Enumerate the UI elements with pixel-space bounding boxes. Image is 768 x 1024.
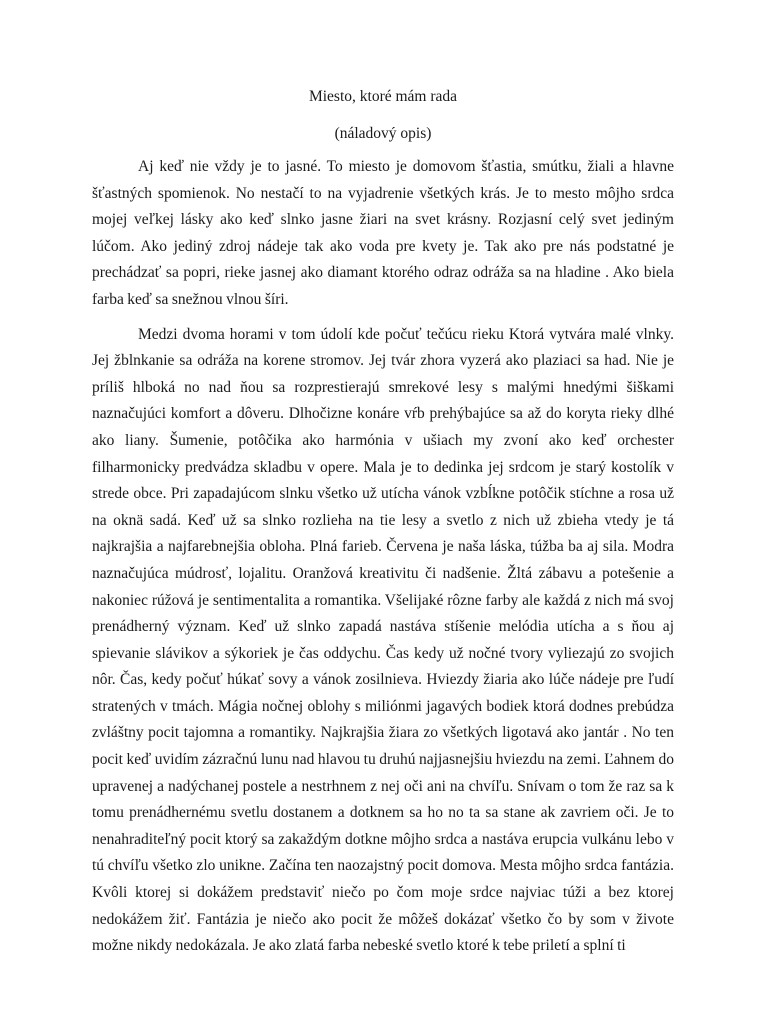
document-page	[92, 86, 674, 968]
paragraph-1: Aj keď nie vždy je to jasné. To miesto je domovom šťastia, smútku, žiali a hlavne šťastných spomienok. No nestačí to na vyjadrenie všetkých krás. Je to mesto môjho srdca mojej veľkej lásky ako keď slnko jasne žiari na svet krásny. Rozjasní celý svet jediným lúčom. Ako jediný zdroj nádeje tak ako voda pre kvety je. Tak ako pre nás podstatné je prechádzať sa popri, rieke jasnej ako diamant ktorého odraz odráža sa na hladine . Ako biela farba keď sa snežnou vlnou šíri.	[92, 158, 674, 308]
document-title: Miesto, ktoré mám rada	[308, 88, 458, 105]
document-subtitle: (náladový opis)	[334, 125, 432, 142]
paragraph-2: Medzi dvoma horami v tom údolí kde počuť tečúcu rieku Ktorá vytvára malé vlnky. Jej žblnkanie sa odráža na korene stromov. Jej tvár zhora vyzerá ako plaziaci sa had. Nie je príliš hlboká no nad ňou sa rozprestierajú smrekové lesy s malými hnedými šiškami naznačujúci komfort a dôveru. Dlhočizne konáre vŕb prehýbajúce sa až do koryta rieky dlhé ako liany. Šumenie, potôčika ako harmónia v ušiach my zvoní ako keď orchester filharmonicky predvádza skladbu v opere. Mala je to dedinka jej srdcom je starý kostolík v strede obce. Pri zapadajúcom slnku všetko už utícha vánok vzbĺkne potôčik stíchne a rosa už na oknä sadá. Keď už sa slnko rozlieha na tie lesy a svetlo z nich už zbieha vtedy je tá najkrajšia a najfarebnejšia obloha. Plná farieb. Červena je naša láska, túžba ba aj sila. Modra naznačujúca múdrosť, lojalitu. Oranžová kreativitu či nadšenie. Žltá zábavu a potešenie a nakoniec rúžová je sentimentalita a romantika. Všelijaké rôzne farby ale každá z nich má svoj prenádherný význam. Keď už slnko zapadá nastáva stíšenie melódia utícha a s ňou aj spievanie slávikov a sýkoriek je čas oddychu. Čas kedy už nočné tvory vyliezajú zo svojich nôr. Čas, kedy počuť húkať sovy a vánok zosilnieva. Hviezdy žiaria ako lúče nádeje pre ľudí stratených v tmách. Mágia nočnej oblohy s miliónmi jagavých bodiek ktorá dodnes prebúdza zvláštny pocit tajomna a romantiky. Najkrajšia žiara zo všetkých ligotavá ako jantár . No ten pocit keď uvidím zázračnú lunu nad hlavou tu druhú najjasnejšiu hviezdu na zemi. Ľahnem do upravenej a nadýchanej postele a nestrhnem z nej oči ani na chvíľu. Snívam o tom že raz sa k tomu prenádhernému svetlu dostanem a dotknem sa ho no ta sa stane ak zavriem oči. Je to nenahraditeľný pocit ktorý sa zakaždým dotkne môjho srdca a nastáva erupcia vulkánu lebo v tú chvíľu všetko zlo unikne. Začína ten naozajstný pocit domova. Mesta môjho srdca fantázia. Kvôli ktorej si dokážem predstaviť niečo po čom moje srdce najviac túži a bez ktorej nedokážem žiť. Fantázia je niečo ako pocit že môžeš dokázať všetko čo by som v živote možne nikdy nedokázala. Je ako zlatá farba nebeské svetlo ktoré k tebe priletí a splní ti	[92, 325, 674, 955]
